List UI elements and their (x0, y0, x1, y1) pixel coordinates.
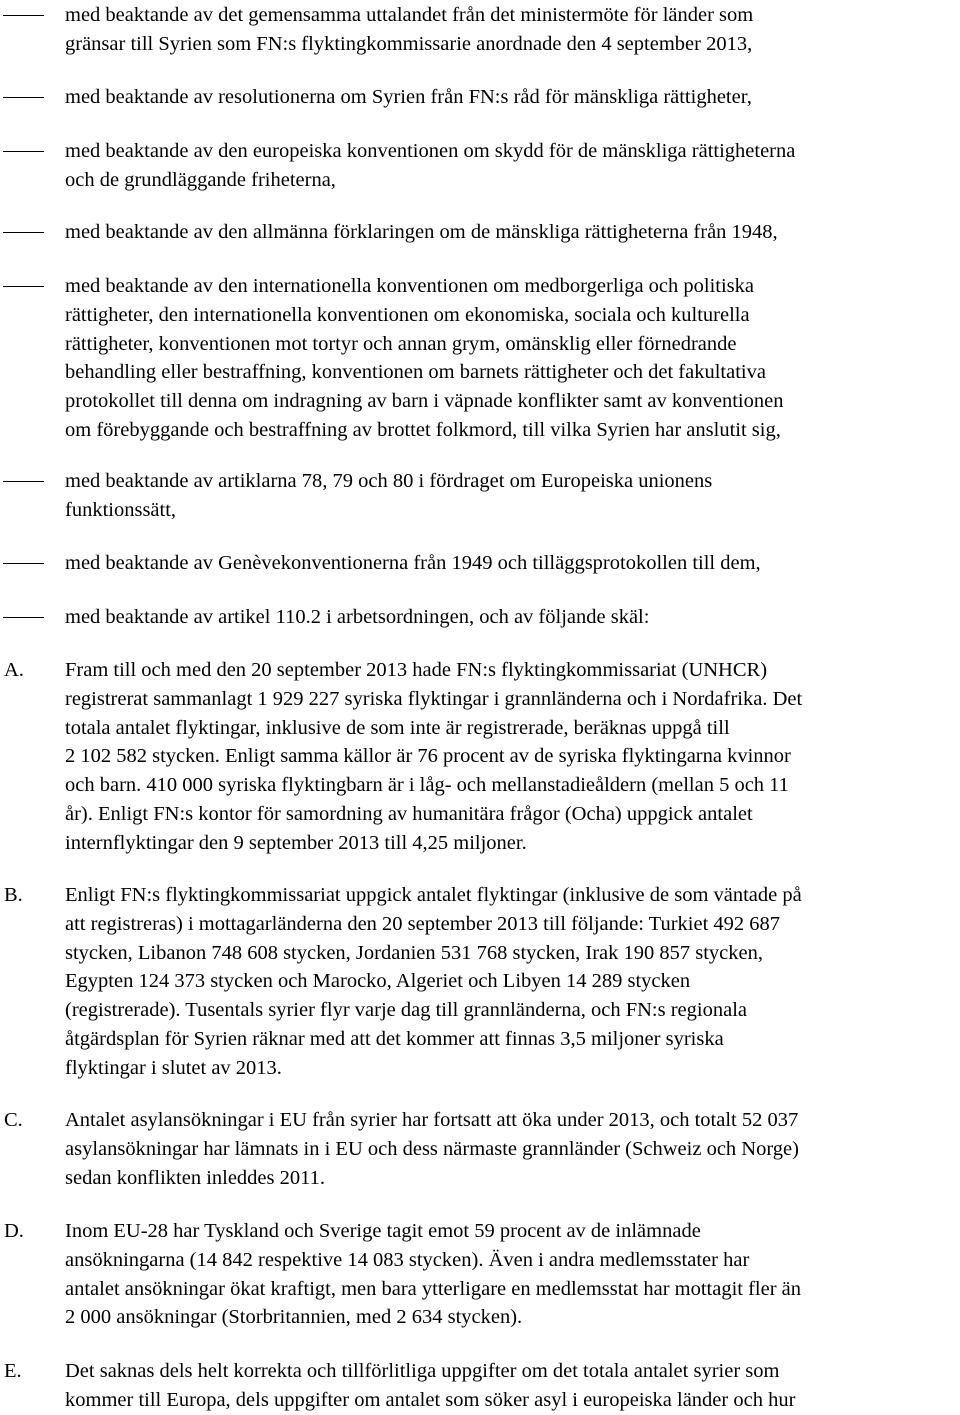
letter-marker (0, 1106, 60, 1135)
text-line: rättigheter, den internationella konventionen om ekonomiska, sociala och kulturella (65, 303, 750, 326)
recital-text (65, 272, 960, 445)
item-letter: A. (4, 659, 24, 681)
letter-marker (0, 881, 60, 910)
consideration-text (65, 881, 960, 1083)
recital-text (65, 467, 960, 525)
consideration-text (65, 1106, 960, 1192)
recital-text (65, 83, 960, 112)
item-letter: E. (4, 1360, 22, 1382)
text-line: Det saknas dels helt korrekta och tillförlitliga uppgifter om det totala antalet syrier som (65, 1360, 780, 1382)
text-line: kommer till Europa, dels uppgifter om antalet som söker asyl i europeiska länder och hur (65, 1388, 796, 1411)
text-line: flyktingar i slutet av 2013. (65, 1056, 282, 1079)
consideration-text (65, 1357, 960, 1415)
text-line: åtgärdsplan för Syrien räknar med att det kommer att finnas 3,5 miljoner syriska (65, 1027, 724, 1050)
text-line: med beaktande av den internationella konventionen om medborgerliga och politiska (65, 275, 755, 297)
text-line: med beaktande av artikel 110.2 i arbetsordningen, och av följande skäl: (65, 606, 650, 628)
text-line: antalet ansökningar ökat kraftigt, men bara ytterligare en medlemsstat har mottagit fler än (65, 1277, 802, 1300)
item-letter: B. (4, 884, 23, 906)
consideration-text (65, 1217, 960, 1332)
text-line: Fram till och med den 20 september 2013 hade FN:s flyktingkommissariat (UNHCR) (65, 659, 768, 681)
consideration-text (65, 656, 960, 858)
text-line: ansökningarna (14 842 respektive 14 083 stycken). Även i andra medlemsstater har (65, 1248, 750, 1271)
text-line: år). Enligt FN:s kontor för samordning av humanitära frågor (Ocha) uppgick antalet (65, 802, 753, 825)
text-line: 2 000 ansökningar (Storbritannien, med 2 634 stycken). (65, 1306, 523, 1329)
text-line: registrerat sammanlagt 1 929 227 syriska flyktingar i grannländerna och i Nordafrika. Det (65, 687, 803, 710)
recital-text (65, 1, 960, 59)
letter-marker (0, 1217, 60, 1246)
text-line: och de grundläggande friheterna, (65, 168, 336, 191)
text-line: funktionssätt, (65, 498, 177, 521)
text-line: Enligt FN:s flyktingkommissariat uppgick antalet flyktingar (inklusive de som väntade på (65, 884, 802, 906)
text-line: rättigheter, konventionen mot tortyr och annan grym, omänsklig eller förnedrande (65, 332, 737, 355)
text-line: internflyktingar den 9 september 2013 till 4,25 miljoner. (65, 831, 527, 854)
text-line: 2 102 582 stycken. Enligt samma källor är 76 procent av de syriska flyktingarna kvinnor (65, 745, 791, 768)
text-line: med beaktande av resolutionerna om Syrien från FN:s råd för mänskliga rättigheter, (65, 86, 752, 108)
text-line: med beaktande av den europeiska konventionen om skydd för de mänskliga rättigheterna (65, 140, 796, 162)
text-line: med beaktande av den allmänna förklaringen om de mänskliga rättigheterna från 1948, (65, 221, 778, 243)
dash-marker (0, 549, 60, 578)
recital-text (65, 549, 960, 578)
dash-marker (0, 603, 60, 632)
text-line: med beaktande av artiklarna 78, 79 och 80 i fördraget om Europeiska unionens (65, 470, 713, 492)
text-line: behandling eller bestraffning, konventionen om barnets rättigheter och det fakultativa (65, 361, 766, 384)
text-line: stycken, Libanon 748 608 stycken, Jordanien 531 768 stycken, Irak 190 857 stycken, (65, 941, 764, 964)
text-line: att registreras) i mottagarländerna den 20 september 2013 till följande: Turkiet 492 687 (65, 912, 781, 935)
dash-marker (0, 137, 60, 166)
dash-marker (0, 272, 60, 301)
text-line: Egypten 124 373 stycken och Marocko, Algeriet och Libyen 14 289 stycken (65, 970, 691, 993)
recital-text (65, 137, 960, 195)
dash-marker (0, 83, 60, 112)
text-line: med beaktande av Genèvekonventionerna från 1949 och tilläggsprotokollen till dem, (65, 552, 761, 574)
dash-marker (0, 218, 60, 247)
recital-text (65, 603, 960, 632)
letter-marker (0, 656, 60, 685)
text-line: (registrerade). Tusentals syrier flyr varje dag till grannländerna, och FN:s regionala (65, 999, 747, 1022)
recital-text (65, 218, 960, 247)
dash-marker (0, 1, 60, 30)
text-line: gränsar till Syrien som FN:s flyktingkommissarie anordnade den 4 september 2013, (65, 32, 753, 55)
text-line: Antalet asylansökningar i EU från syrier har fortsatt att öka under 2013, och totalt 52 037 (65, 1109, 799, 1131)
text-line: totala antalet flyktingar, inklusive de som inte är registrerade, beräknas uppgå till (65, 716, 730, 739)
letter-marker (0, 1357, 60, 1386)
dash-marker (0, 467, 60, 496)
text-line: sedan konflikten inleddes 2011. (65, 1166, 325, 1189)
item-letter: D. (4, 1220, 24, 1242)
item-letter: C. (4, 1109, 23, 1131)
text-line: protokollet till denna om indragning av barn i väpnade konflikter samt av konventionen (65, 390, 784, 413)
text-line: Inom EU-28 har Tyskland och Sverige tagit emot 59 procent av de inlämnade (65, 1220, 701, 1242)
text-line: med beaktande av det gemensamma uttalandet från det ministermöte för länder som (65, 4, 754, 26)
text-line: om förebyggande och bestraffning av brottet folkmord, till vilka Syrien har anslutit sig, (65, 418, 781, 441)
text-line: och barn. 410 000 syriska flyktingbarn är i låg- och mellanstadieåldern (mellan 5 och 11 (65, 774, 789, 797)
text-line: asylansökningar har lämnats in i EU och dess närmaste grannländer (Schweiz och Norge) (65, 1137, 799, 1160)
